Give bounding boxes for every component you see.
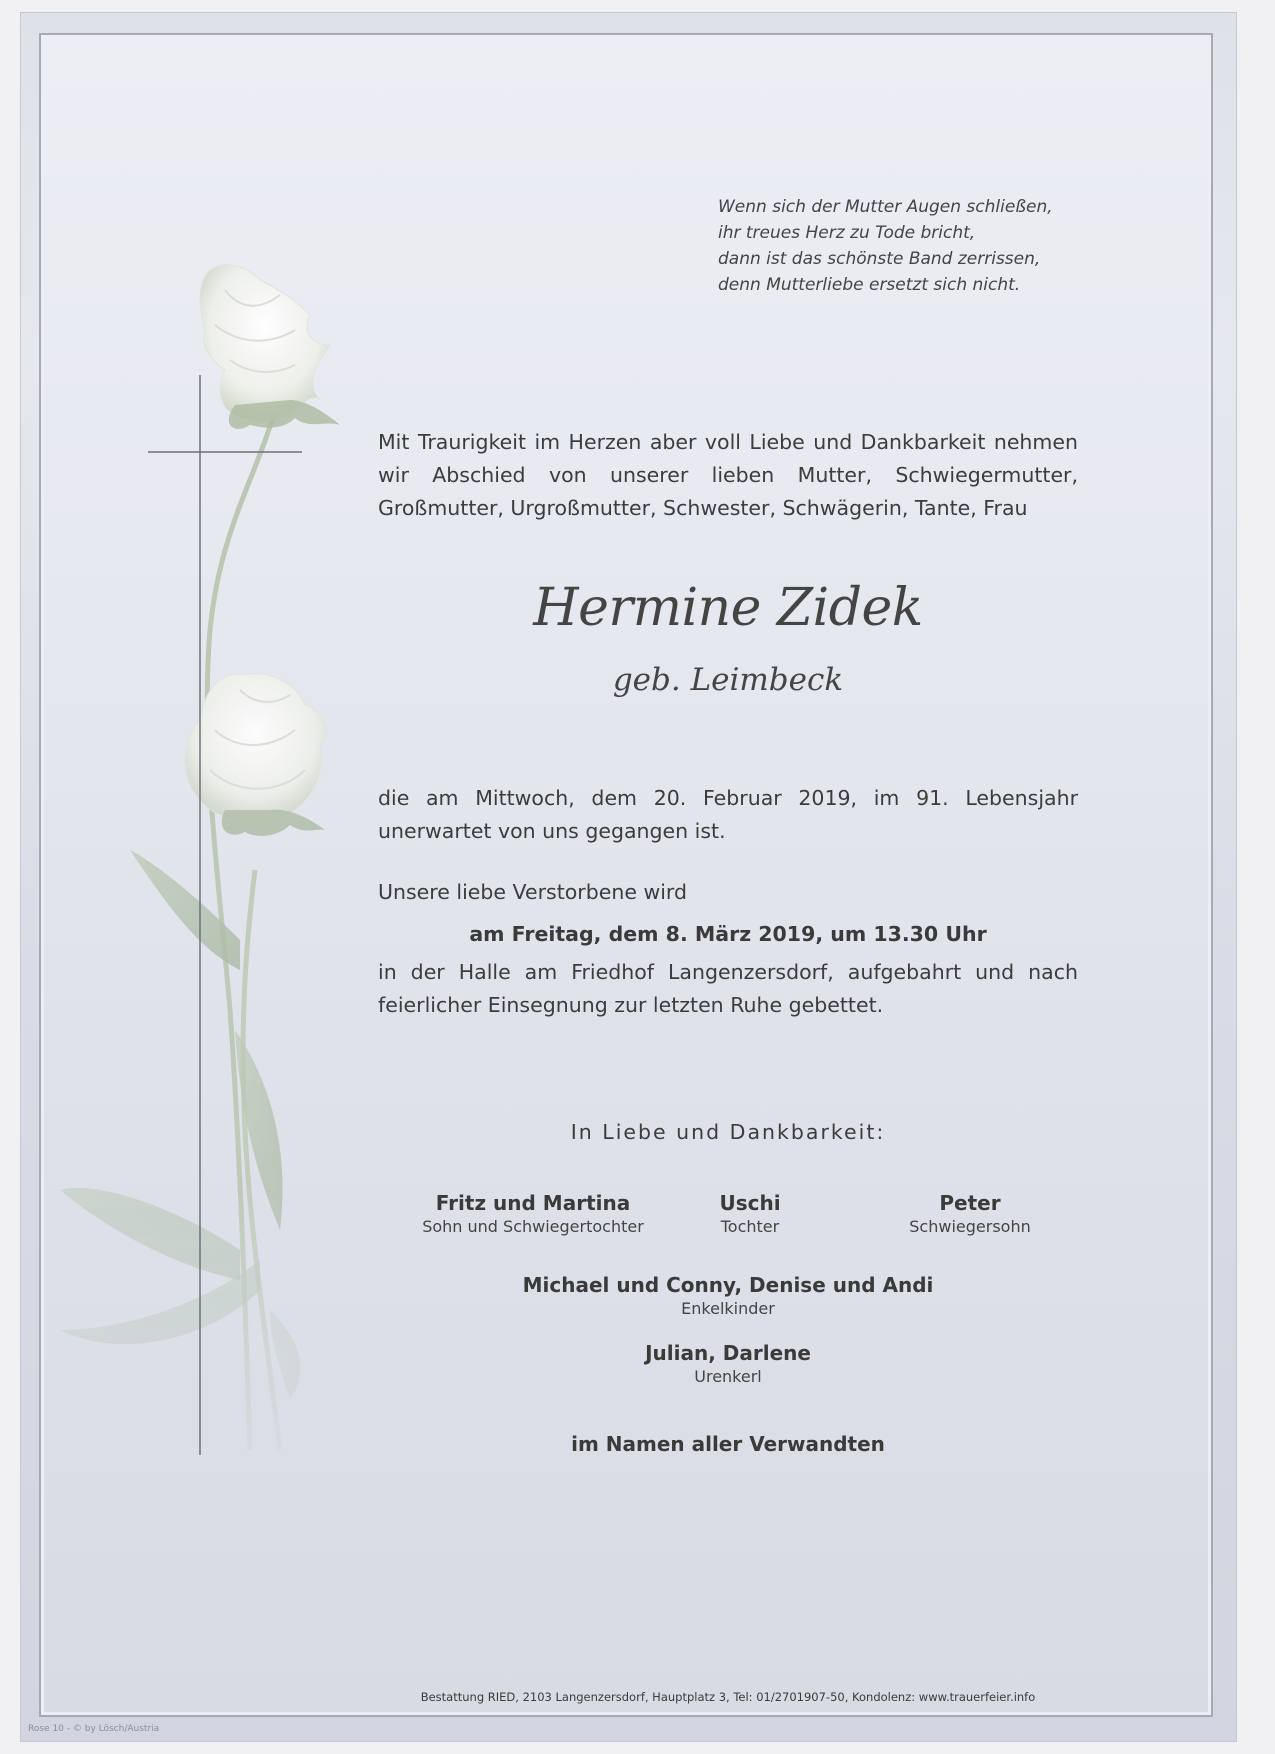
funeral-home-footer: Bestattung RIED, 2103 Langenzersdorf, Hauptplatz 3, Tel: 01/2701907-50, Kondolenz: www.trauerfeier.info xyxy=(420,1690,1036,1704)
funeral-date: am Freitag, dem 8. März 2019, um 13.30 Uhr xyxy=(469,922,987,946)
passing-text: die am Mittwoch, dem 20. Februar 2019, im 91. Lebensjahr unerwartet von uns gegangen ist. xyxy=(378,786,1078,843)
mourner-name: Peter xyxy=(939,1191,1001,1215)
poem-line: Wenn sich der Mutter Augen schließen, xyxy=(718,197,1053,217)
intro-text: Mit Traurigkeit im Herzen aber voll Liebe und Dankbarkeit nehmen wir Abschied von unserer lieben Mutter, Schwiegermutter, Großmutter, Urgroßmutter, Schwester, Schwägerin, Tante, Frau xyxy=(378,430,1078,520)
mourner-relation: Sohn und Schwiegertochter xyxy=(422,1217,644,1236)
poem-quote xyxy=(718,194,1098,298)
mourner-relation: Schwiegersohn xyxy=(909,1217,1031,1236)
white-rose-illustration xyxy=(40,250,370,1490)
mourner-relation: Urenkerl xyxy=(694,1367,762,1386)
mourner-name: Fritz und Martina xyxy=(435,1191,631,1215)
mourner-entry xyxy=(458,1272,998,1320)
mourner-name: Michael und Conny, Denise und Andi xyxy=(522,1273,934,1297)
mourner-entry xyxy=(680,1190,820,1238)
thanks-heading: In Liebe und Dankbarkeit: xyxy=(570,1120,886,1144)
deceased-name: Hermine Zidek xyxy=(533,578,923,638)
mourner-name: Julian, Darlene xyxy=(645,1341,811,1365)
birth-name: geb. Leimbeck xyxy=(612,662,844,698)
mourner-entry xyxy=(408,1190,658,1238)
mourner-entry xyxy=(860,1190,1080,1238)
mourner-entry xyxy=(578,1340,878,1388)
on-behalf-text: im Namen aller Verwandten xyxy=(571,1432,885,1456)
funeral-place: in der Halle am Friedhof Langenzersdorf, aufgebahrt und nach feierlicher Einsegnung zur letzten Ruhe gebettet. xyxy=(378,960,1078,1017)
mourner-relation: Tochter xyxy=(720,1217,780,1236)
poem-line: denn Mutterliebe ersetzt sich nicht. xyxy=(718,275,1021,295)
image-credit: Rose 10 - © by Lösch/Austria xyxy=(28,1724,160,1734)
poem-line: dann ist das schönste Band zerrissen, xyxy=(718,249,1041,269)
mourner-relation: Enkelkinder xyxy=(681,1299,775,1318)
mourner-name: Uschi xyxy=(719,1191,781,1215)
poem-line: ihr treues Herz zu Tode bricht, xyxy=(718,223,976,243)
funeral-intro: Unsere liebe Verstorbene wird xyxy=(378,880,687,904)
